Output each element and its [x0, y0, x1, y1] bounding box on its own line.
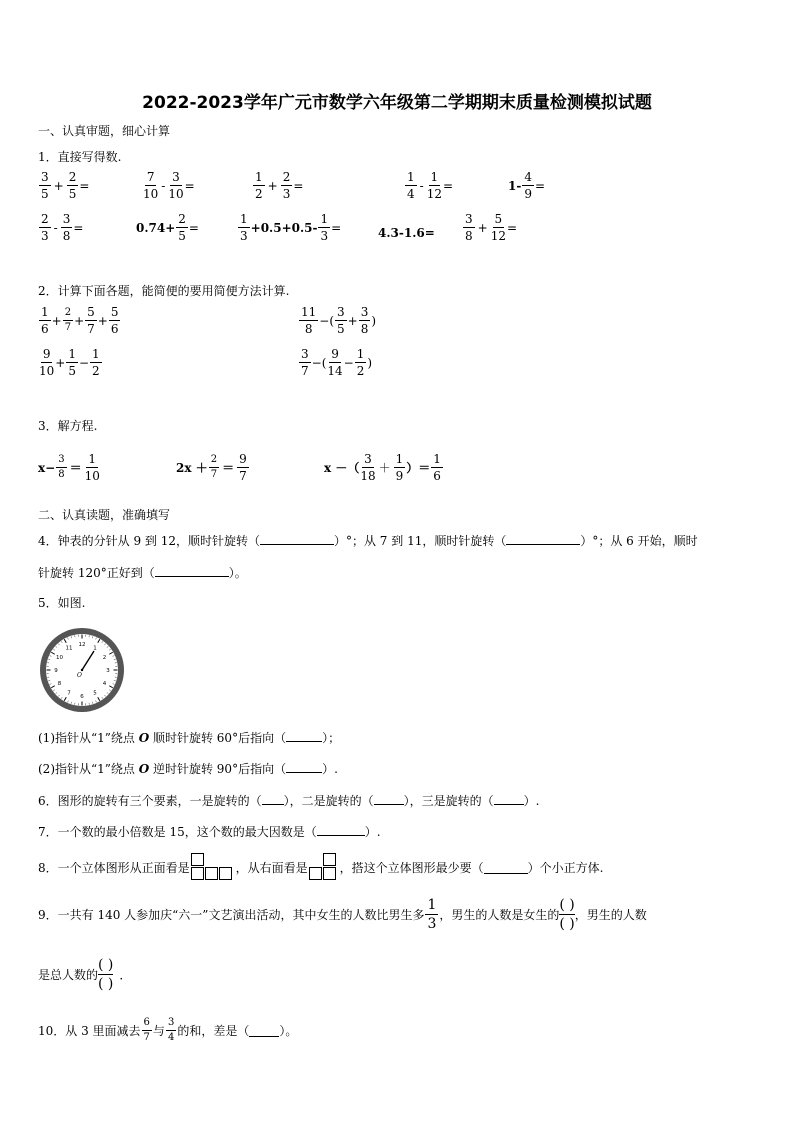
fraction-numerator: 9 [239, 452, 247, 466]
close-paren: ) [367, 355, 373, 370]
answer-blank[interactable] [249, 1024, 279, 1037]
grid-cell [191, 853, 204, 866]
q6-text-b: ），二是旋转的（ [283, 794, 374, 808]
q8-text-d: ）个小正方体. [527, 860, 604, 875]
q10-text-a: 10．从 3 里面减去 [38, 1024, 141, 1038]
grid-cell [309, 867, 322, 880]
answer-blank[interactable] [155, 564, 229, 577]
fraction-denominator: 5 [178, 229, 186, 243]
empty-fraction-numerator[interactable]: ( ) [559, 897, 575, 913]
q2-e3 [38, 348, 103, 377]
q5-text-b: 顺时针旋转 60°后指向（ [149, 731, 287, 745]
fraction-numerator: 1 [427, 897, 437, 913]
q5-text-a: (1)指针从“1”绕点 [38, 731, 139, 745]
q3-e3 [324, 453, 444, 482]
fraction-denominator: 8 [304, 322, 313, 336]
fraction-denominator: 12 [490, 229, 506, 243]
q5-text-f: ）. [322, 762, 338, 776]
q2-e4 [298, 348, 372, 377]
expression-prefix: 1- [508, 178, 522, 193]
fraction-numerator: 5 [110, 305, 119, 319]
operator: - [419, 178, 424, 193]
fraction-denominator: 7 [301, 364, 309, 378]
fraction-numerator: 5 [87, 305, 95, 319]
q9-text-c: ，男生的人数 [574, 908, 647, 922]
fraction-denominator: 7 [210, 469, 218, 480]
answer-blank[interactable] [494, 792, 524, 805]
fraction-numerator: 3 [360, 305, 369, 319]
equals-sign: = [79, 178, 90, 193]
section-heading-2: 二、认真读题，准确填写 [38, 508, 171, 522]
front-view-figure [191, 853, 235, 881]
fraction-denominator: 6 [41, 322, 49, 336]
empty-fraction-denominator[interactable]: ( ) [98, 976, 114, 992]
operator: + [97, 313, 108, 328]
q5-label: 5．如图. [38, 596, 86, 610]
fraction-denominator: 2 [92, 364, 100, 378]
fraction-numerator: 5 [494, 212, 503, 226]
fraction-numerator: 3 [172, 170, 180, 184]
clock-number: 1 [93, 645, 97, 652]
fraction-numerator: 1 [395, 452, 404, 466]
clock-number: 9 [54, 668, 58, 674]
q10 [38, 1018, 297, 1043]
equation-suffix: ）＝ [406, 461, 431, 475]
operator: - [161, 178, 166, 193]
fraction-numerator: 4 [524, 170, 532, 184]
operator: −( [311, 355, 327, 370]
fraction-denominator: 5 [68, 187, 77, 201]
fraction-numerator: 3 [166, 1018, 176, 1031]
q6-text-d: ）. [523, 794, 540, 808]
fraction-numerator: 2 [63, 308, 73, 321]
fraction-numerator: 1 [41, 305, 49, 319]
q3-label: 3．解方程. [38, 419, 98, 433]
q4-text-d: 针旋转 120°正好到（ [38, 566, 155, 580]
operator: − [343, 355, 354, 370]
q1-r1-e4 [404, 171, 453, 200]
equals-sign: = [73, 220, 84, 235]
clock-center-label: O [77, 672, 82, 679]
q4-text-b: ）°；从 7 到 11，顺时针旋转（ [333, 534, 507, 548]
clock-number: 3 [106, 668, 110, 674]
answer-blank[interactable] [484, 861, 528, 874]
fraction-numerator: 3 [62, 212, 71, 226]
q8-text-b: ，从右面看是 [235, 860, 308, 875]
answer-blank[interactable] [286, 760, 322, 773]
q6-text-c: ），三是旋转的（ [403, 794, 494, 808]
fraction-denominator: 4 [167, 1032, 175, 1043]
fraction-numerator: 3 [337, 305, 345, 319]
fraction-denominator: 9 [524, 187, 532, 201]
fraction-numerator: 1 [407, 170, 415, 184]
equals-sign: = [188, 220, 199, 235]
q3-e2 [176, 453, 250, 482]
q9-text-b: ，男生的人数是女生的 [439, 908, 560, 922]
q5-text-c: ）； [322, 731, 341, 745]
equals-sign: = [442, 178, 454, 193]
clock-center-dot [81, 669, 83, 671]
clock-number: 5 [93, 690, 97, 697]
fraction-numerator: 1 [255, 170, 263, 184]
fraction-denominator: 10 [143, 187, 159, 201]
answer-blank[interactable] [317, 823, 365, 836]
clock-number: 10 [55, 655, 63, 661]
fraction-denominator: 8 [62, 229, 71, 243]
q8 [38, 853, 604, 881]
q4-text-a: 4．钟表的分针从 9 到 12，顺时针旋转（ [38, 534, 260, 548]
answer-blank[interactable] [262, 792, 284, 805]
q1-label: 1．直接写得数. [38, 150, 122, 164]
q8-text-a: 8．一个立体图形从正面看是 [38, 860, 190, 875]
q5-sub-1 [38, 729, 340, 746]
fraction-numerator: 2 [282, 170, 291, 184]
fraction-numerator: 1 [240, 212, 248, 226]
fraction-numerator: 1 [92, 347, 100, 361]
close-paren: ) [371, 313, 377, 328]
q6 [38, 792, 540, 809]
grid-cell [323, 867, 336, 880]
q1-r1-e1 [38, 171, 89, 200]
operator: + [347, 313, 358, 328]
q2-e2 [298, 306, 376, 335]
fraction-numerator: 9 [42, 347, 51, 361]
equation-prefix: 2x ＋ [176, 461, 208, 475]
fraction-numerator: 2 [41, 212, 49, 226]
fraction-denominator: 8 [465, 229, 473, 243]
fraction-denominator: 2 [255, 187, 263, 201]
q1-r2-e2 [136, 213, 199, 242]
section-heading-1: 一、认真审题，细心计算 [38, 124, 171, 138]
answer-blank[interactable] [374, 792, 404, 805]
clock-number: 7 [67, 690, 71, 697]
point-o-label: O [138, 731, 150, 745]
q1-r1-e3 [252, 171, 303, 200]
fraction-numerator: 1 [320, 212, 329, 226]
q4-text-c: ）°；从 6 开始，顺时 [580, 534, 698, 548]
q5-text-e: 逆时针旋转 90°后指向（ [149, 762, 287, 776]
fraction-denominator: 2 [356, 364, 365, 378]
answer-blank[interactable] [506, 532, 580, 545]
equals-sign: = [534, 178, 546, 193]
fraction-denominator: 14 [327, 364, 343, 378]
q9-text-e: ． [119, 968, 132, 982]
fraction-numerator: 2 [209, 455, 219, 468]
fraction-numerator: 1 [356, 347, 365, 361]
q5-text-d: (2)指针从“1”绕点 [38, 762, 139, 776]
fraction-denominator: 10 [39, 364, 55, 378]
q1-r2-e3 [237, 213, 341, 242]
page-title: 2022-2023学年广元市数学六年级第二学期期末质量检测模拟试题 [142, 93, 652, 113]
fraction-denominator: 8 [360, 322, 369, 336]
q1-r2-e4: 4.3-1.6= [378, 226, 435, 240]
grid-cell [219, 867, 232, 880]
expression-prefix: 0.74+ [136, 220, 176, 235]
operator: − [78, 355, 90, 370]
fraction-denominator: 7 [64, 322, 72, 333]
right-view-figure [309, 853, 339, 881]
q1-r1-e5 [508, 171, 545, 200]
equals-sign: ＝ [69, 461, 82, 475]
fraction-denominator: 8 [58, 469, 65, 480]
q5-sub-2 [38, 760, 338, 777]
grid-cell [191, 867, 204, 880]
fraction-denominator: 6 [433, 469, 441, 483]
fraction-denominator: 4 [407, 187, 415, 201]
clock-number: 12 [78, 642, 86, 648]
q7-text-a: 7．一个数的最小倍数是 15，这个数的最大因数是（ [38, 825, 317, 839]
q9-text-d: 是总人数的 [38, 968, 99, 982]
fraction-denominator: 3 [240, 229, 248, 243]
q10-text-b: 的和，差是（ [177, 1024, 250, 1038]
fraction-numerator: 1 [68, 347, 76, 361]
fraction-denominator: 10 [84, 469, 100, 483]
operator: −( [319, 313, 335, 328]
equals-sign: = [506, 220, 518, 235]
fraction-numerator: 1 [430, 170, 439, 184]
point-o-label: O [138, 762, 150, 776]
q2-label: 2．计算下面各题，能简便的要用简便方法计算. [38, 284, 290, 298]
fraction-denominator: 10 [168, 187, 184, 201]
q2-e1 [38, 306, 121, 335]
empty-fraction-denominator[interactable]: ( ) [559, 916, 575, 932]
fraction-numerator: 3 [301, 347, 309, 361]
fraction-denominator: 12 [426, 187, 442, 201]
fraction-numerator: 1 [88, 452, 97, 466]
q4-line-2 [38, 564, 247, 581]
q10-text-mid: 与 [152, 1024, 165, 1038]
operator: + [267, 178, 278, 193]
q8-text-c: ，搭这个立体图形最少要（ [339, 860, 484, 875]
fraction-numerator: 3 [465, 212, 473, 226]
fraction-denominator: 3 [282, 187, 291, 201]
clock-number: 4 [102, 681, 107, 687]
fraction-numerator: 3 [364, 452, 372, 466]
fraction-numerator: 11 [301, 305, 317, 319]
operator: - [53, 220, 58, 235]
answer-blank[interactable] [260, 532, 334, 545]
fraction-numerator: 3 [41, 170, 49, 184]
operator: ＋ [378, 461, 391, 475]
q4-text-e: ）。 [228, 566, 247, 580]
clock-number: 2 [102, 655, 107, 661]
equation-prefix: x− [38, 460, 56, 475]
fraction-denominator: 3 [320, 229, 329, 243]
q10-text-c: ）。 [279, 1024, 298, 1038]
equals-sign: = [184, 178, 195, 193]
clock-number: 6 [80, 694, 84, 700]
clock-number: 8 [57, 681, 62, 687]
fraction-denominator: 5 [337, 322, 345, 336]
q4-line-1 [38, 532, 698, 549]
q1-r2-e5 [462, 213, 517, 242]
fraction-denominator: 5 [41, 187, 49, 201]
q9-line-2 [38, 958, 131, 991]
expression-middle: +0.5+0.5- [250, 220, 318, 235]
fraction-denominator: 3 [41, 229, 49, 243]
fraction-numerator: 3 [56, 455, 66, 468]
operator: + [51, 313, 62, 328]
equation-prefix: x －（ [324, 461, 360, 475]
fraction-numerator: 7 [146, 170, 155, 184]
q9-line-1 [38, 898, 647, 931]
operator: + [55, 355, 66, 370]
q7-text-b: ）. [364, 825, 381, 839]
fraction-numerator: 2 [68, 170, 77, 184]
q9-text-a: 9．一共有 140 人参加庆“六一”文艺演出活动，其中女生的人数比男生多 [38, 908, 425, 922]
q7 [38, 823, 381, 840]
q6-text-a: 6．图形的旋转有三个要素，一是旋转的（ [38, 794, 262, 808]
fraction-denominator: 9 [395, 469, 404, 483]
fraction-denominator: 3 [427, 916, 437, 932]
q1-r1-e2 [142, 171, 195, 200]
fraction-denominator: 7 [143, 1032, 150, 1043]
fraction-numerator: 9 [331, 347, 339, 361]
fraction-numerator: 1 [433, 452, 441, 466]
grid-cell [323, 853, 336, 866]
equals-sign: = [331, 220, 342, 235]
fraction-denominator: 5 [68, 364, 76, 378]
clock-number: 11 [65, 645, 73, 652]
equals-sign: = [293, 178, 304, 193]
q1-r2-e1 [38, 213, 83, 242]
fraction-denominator: 7 [87, 322, 95, 336]
operator: + [53, 178, 64, 193]
fraction-numerator: 6 [142, 1018, 152, 1031]
fraction-denominator: 6 [110, 322, 119, 336]
operator: + [477, 220, 488, 235]
clock-figure [38, 626, 126, 714]
fraction-denominator: 7 [239, 469, 247, 483]
answer-blank[interactable] [286, 729, 322, 742]
fraction-numerator: 2 [178, 212, 186, 226]
fraction-denominator: 18 [360, 469, 376, 483]
grid-cell [205, 867, 218, 880]
equals-sign: ＝ [222, 461, 235, 475]
empty-fraction-numerator[interactable]: ( ) [98, 957, 114, 973]
q3-e1 [38, 453, 101, 482]
operator: + [74, 313, 85, 328]
